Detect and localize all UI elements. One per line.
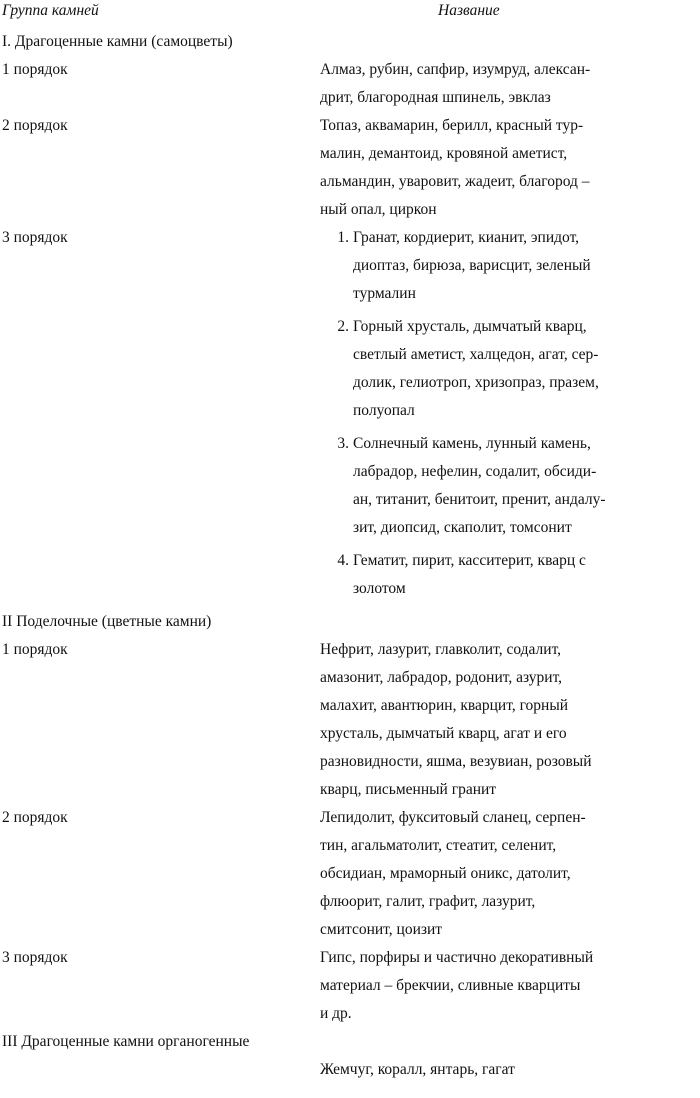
text-line: хрусталь, дымчатый кварц, агат и его: [320, 725, 567, 742]
stone-names: [320, 636, 692, 804]
text-line: Солнечный камень, лунный камень,: [353, 435, 591, 452]
stone-names: [320, 56, 692, 112]
text-line: смитсонит, цоизит: [320, 921, 443, 938]
list-item-number: 4.: [337, 552, 349, 569]
stone-names: [320, 112, 692, 224]
text-line: альмандин, уваровит, жадеит, благород –: [320, 173, 590, 190]
order-label: 3 порядок: [2, 229, 68, 246]
order-label: 2 порядок: [2, 809, 68, 826]
list-item-number: 3.: [337, 435, 349, 452]
text-line: ан, титанит, бенитоит, пренит, андалу-: [353, 491, 606, 508]
list-item-text: [353, 430, 688, 542]
list-item-number: 1.: [337, 229, 349, 246]
column-header-group: Группа камней: [2, 2, 99, 19]
text-line: малахит, авантюрин, кварцит, горный: [320, 697, 569, 714]
order-label: 1 порядок: [2, 641, 68, 658]
text-line: Алмаз, рубин, сапфир, изумруд, алексан-: [320, 61, 591, 78]
list-item: [320, 547, 692, 603]
table-row: [0, 224, 700, 608]
text-line: флюорит, галит, графит, лазурит,: [320, 893, 536, 910]
table-row: [0, 636, 700, 804]
column-header-name: Название: [438, 2, 500, 19]
list-item-number: 2.: [337, 318, 349, 335]
text-line: кварц, письменный гранит: [320, 781, 497, 798]
text-line: тин, агальматолит, стеатит, селенит,: [320, 837, 557, 854]
list-item: [320, 313, 692, 425]
text-line: Гематит, пирит, касситерит, кварц с: [353, 552, 586, 569]
order-label: 1 порядок: [2, 61, 68, 78]
text-line: Жемчуг, коралл, янтарь, гагат: [320, 1061, 515, 1078]
list-item-text: [353, 224, 688, 308]
text-line: полуопал: [353, 402, 415, 419]
table-row: [0, 1056, 700, 1084]
text-line: Горный хрусталь, дымчатый кварц,: [353, 318, 587, 335]
text-line: и др.: [320, 1005, 352, 1022]
text-line: лабрадор, нефелин, содалит, обсиди-: [353, 463, 597, 480]
table-row: [0, 944, 700, 1028]
stone-names: [320, 944, 692, 1028]
list-item: [320, 224, 692, 308]
order-label: 2 порядок: [2, 117, 68, 134]
list-item: [320, 430, 692, 542]
list-item-text: [353, 547, 688, 603]
text-line: обсидиан, мраморный оникс, датолит,: [320, 865, 571, 882]
text-line: дрит, благородная шпинель, эвклаз: [320, 89, 551, 106]
table-row: [0, 112, 700, 224]
text-line: турмалин: [353, 285, 416, 302]
text-line: ный опал, циркон: [320, 201, 437, 218]
table-row: [0, 804, 700, 944]
text-line: амазонит, лабрадор, родонит, азурит,: [320, 669, 563, 686]
text-line: разновидности, яшма, везувиан, розовый: [320, 753, 592, 770]
text-line: Гранат, кордиерит, кианит, эпидот,: [353, 229, 580, 246]
text-line: долик, гелиотроп, хризопраз, празем,: [353, 374, 599, 391]
text-line: диоптаз, бирюза, варисцит, зеленый: [353, 257, 591, 274]
order-label: 3 порядок: [2, 949, 68, 966]
text-line: золотом: [353, 580, 406, 597]
text-line: Лепидолит, фукситовый сланец, серпен-: [320, 809, 586, 826]
stone-names: [320, 1056, 692, 1084]
text-line: Топаз, аквамарин, берилл, красный тур-: [320, 117, 584, 134]
text-line: материал – брекчии, сливные кварциты: [320, 977, 581, 994]
numbered-list: [320, 224, 692, 608]
table-body: [0, 28, 700, 1084]
group-title-organogenic: III Драгоценные камни органогенные: [2, 1033, 250, 1050]
text-line: Нефрит, лазурит, главколит, содалит,: [320, 641, 562, 658]
text-line: Гипс, порфиры и частично декоративный: [320, 949, 594, 966]
group-title-precious: I. Драгоценные камни (самоцветы): [2, 33, 233, 50]
list-item-text: [353, 313, 688, 425]
text-line: зит, диопсид, скаполит, томсонит: [353, 519, 572, 536]
group-title-ornamental: II Поделочные (цветные камни): [2, 613, 212, 630]
table-row: [0, 56, 700, 112]
table-header: [0, 0, 700, 24]
text-line: малин, демантоид, кровяной аметист,: [320, 145, 568, 162]
stone-names: [320, 804, 692, 944]
text-line: светлый аметист, халцедон, агат, сер-: [353, 346, 599, 363]
